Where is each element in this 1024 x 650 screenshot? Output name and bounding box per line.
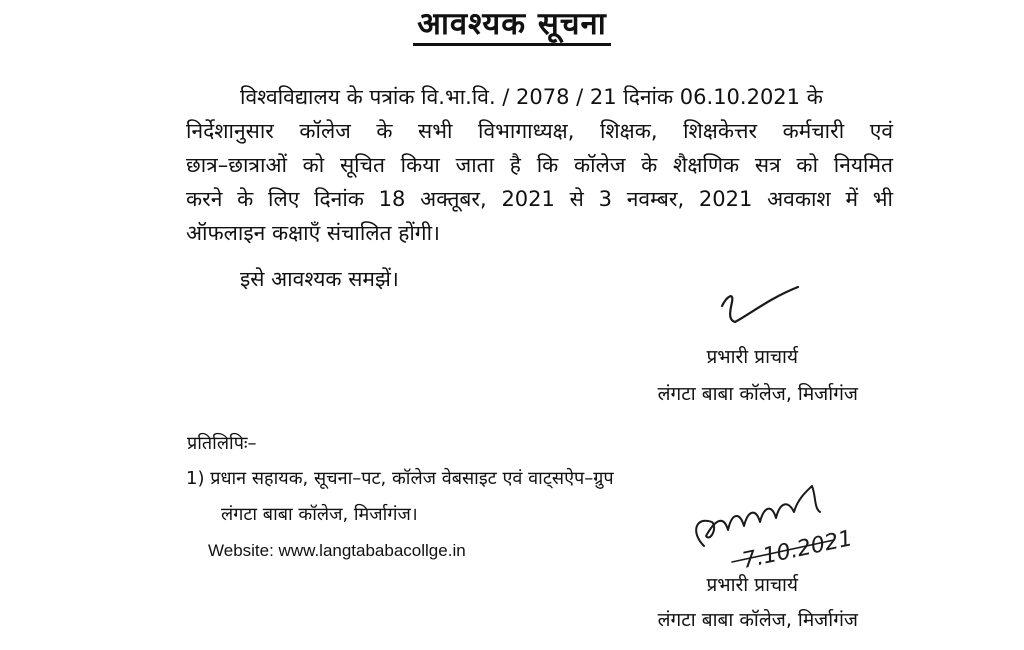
signature-mark-2 xyxy=(686,476,855,586)
designation-2: प्रभारी प्राचार्य xyxy=(706,574,798,596)
copy-heading: प्रतिलिपिः– xyxy=(187,433,257,454)
notice-line-4: करने के लिए दिनांक 18 अक्तूबर, 2021 से 3 नवम्बर, 2021 अवकाश में भी xyxy=(186,187,893,211)
copy-item-1: 1) प्रधान सहायक, सूचना–पट, कॉलेज वेबसाइट एवं वाट्सऐप–ग्रुप xyxy=(186,468,614,489)
signature-mark-1 xyxy=(718,284,808,334)
notice-line-3: छात्र–छात्राओं को सूचित किया जाता है कि कॉलेज के शैक्षणिक सत्र को नियमित xyxy=(186,153,893,177)
institution-2: लंगटा बाबा कॉलेज, मिर्जागंज xyxy=(657,609,858,631)
signature-date: 7.10.2021 xyxy=(740,526,855,574)
institution-1: लंगटा बाबा कॉलेज, मिर्जागंज xyxy=(657,383,858,405)
designation-1: प्रभारी प्राचार्य xyxy=(706,346,798,368)
copy-item-1-institution: लंगटा बाबा कॉलेज, मिर्जागंज। xyxy=(221,504,418,525)
closing-line: इसे आवश्यक समझें। xyxy=(240,267,399,291)
notice-line-2: निर्देशानुसार कॉलेज के सभी विभागाध्यक्ष, शिक्षक, शिक्षकेत्तर कर्मचारी एवं xyxy=(186,119,893,143)
notice-title: आवश्यक सूचना xyxy=(0,2,1024,44)
website-text: Website: www.langtababacollge.in xyxy=(208,541,466,560)
notice-line-5: ऑफलाइन कक्षाएँ संचालित होंगी। xyxy=(186,221,441,245)
notice-line-1: विश्वविद्यालय के पत्रांक वि.भा.वि. / 2078 / 21 दिनांक 06.10.2021 के xyxy=(240,85,823,109)
